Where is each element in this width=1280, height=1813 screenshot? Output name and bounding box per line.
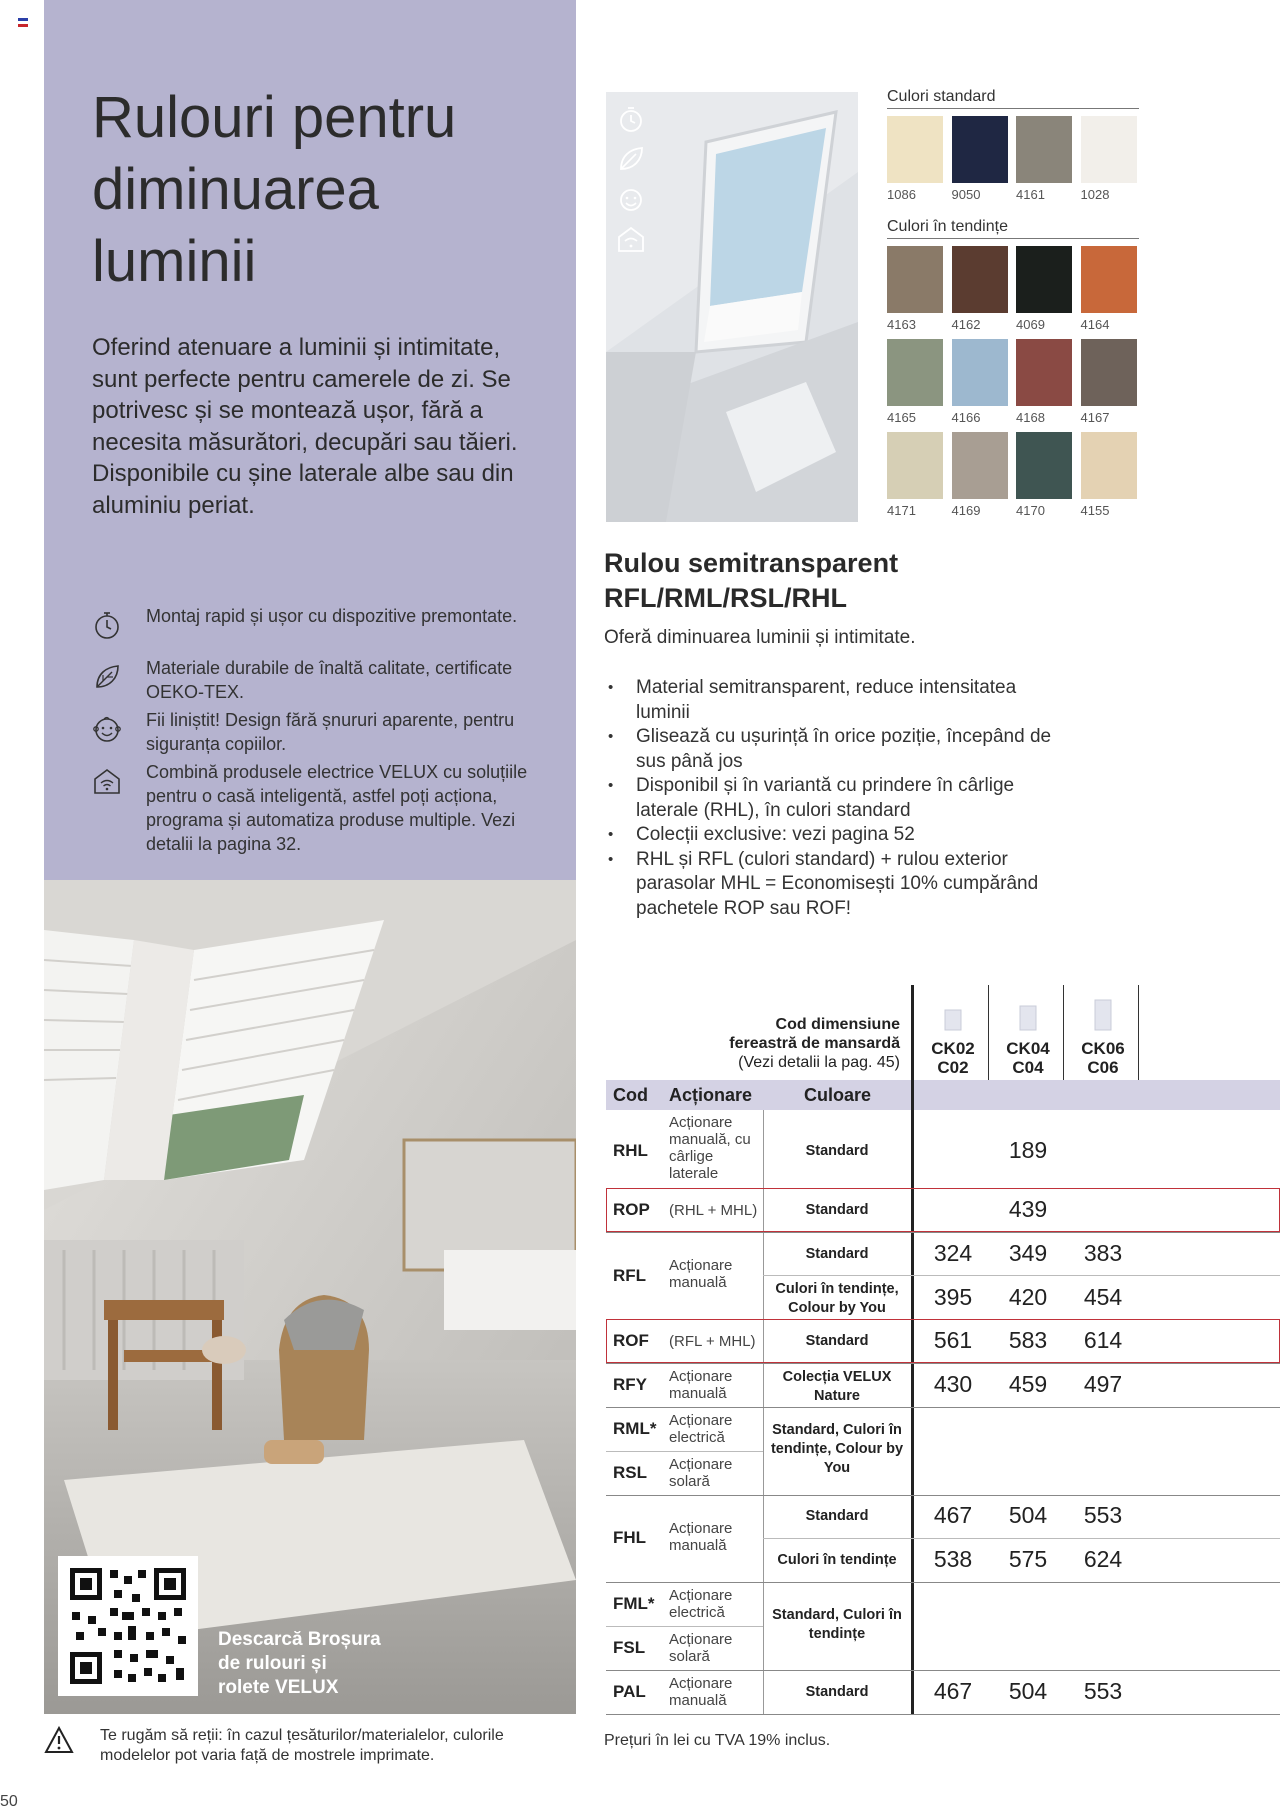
size-code: CK04 [1006, 1039, 1050, 1058]
feature-item [92, 760, 542, 856]
product-code: ROP [613, 1200, 650, 1219]
timer-icon [92, 610, 122, 640]
title-line: diminuarea [92, 157, 379, 222]
divider [887, 238, 1139, 239]
actuation-type: Acționare manuală [669, 1520, 733, 1554]
row-divider [606, 1407, 1280, 1408]
color-swatch [952, 339, 1008, 406]
column-divider [1138, 985, 1139, 1080]
qr-caption-line: rolete VELUX [218, 1677, 339, 1698]
qr-code[interactable] [58, 1556, 198, 1696]
row-divider [606, 1451, 763, 1452]
actuation-type: Acționare manuală [669, 1257, 733, 1291]
swatch-code: 4164 [1080, 317, 1110, 332]
color-swatch [1081, 116, 1137, 183]
color-swatch [887, 432, 943, 499]
color-option: Standard, Culori în tendințe [772, 1607, 902, 1642]
actuation-type: (RFL + MHL) [669, 1333, 756, 1350]
price-cell: 383 [1083, 1240, 1123, 1266]
product-code: FML* [613, 1594, 655, 1613]
price-cell: 459 [1008, 1371, 1048, 1397]
row-divider [606, 1670, 1280, 1671]
row-divider [606, 1582, 1280, 1583]
row-divider [763, 1275, 1280, 1276]
size-code: C04 [1012, 1058, 1044, 1077]
leaf-icon [616, 144, 646, 174]
price-cell: 575 [1008, 1546, 1048, 1572]
actuation-type: Acționare manuală, cu cârlige laterale [669, 1114, 751, 1182]
swatch-code: 4162 [951, 317, 981, 332]
size-code: CK02 [931, 1039, 975, 1058]
size-header-line: Cod dimensiune [775, 1016, 900, 1033]
size-header-note: (Vezi detalii la pag. 45) [738, 1054, 900, 1071]
column-divider [988, 985, 989, 1080]
swatch-code: 4166 [951, 410, 981, 425]
color-option: Culori în tendințe [777, 1552, 897, 1568]
color-option: Standard [805, 1508, 869, 1524]
price-cell: 504 [1008, 1502, 1048, 1528]
size-code: C02 [937, 1058, 969, 1077]
col-header-cod: Cod [613, 1085, 648, 1105]
swatch-code: 4163 [887, 317, 916, 332]
page-title [92, 82, 552, 298]
color-option: Standard [805, 1246, 869, 1262]
color-swatch [1016, 246, 1072, 313]
qr-caption-line: Descarcă Broșura [218, 1629, 381, 1650]
row-divider [606, 1232, 1280, 1233]
price-cell: 189 [1008, 1137, 1048, 1163]
divider [887, 108, 1139, 109]
row-divider [606, 1626, 763, 1627]
actuation-type: Acționare electrică [669, 1412, 733, 1446]
flag-icon [18, 18, 28, 27]
child-face-icon [616, 184, 646, 214]
standard-colors-label: Culori standard [887, 88, 996, 105]
actuation-type: Acționare solară [669, 1456, 733, 1490]
color-swatch [952, 246, 1008, 313]
price-cell: 583 [1008, 1327, 1048, 1353]
color-swatch [1016, 339, 1072, 406]
swatch-code: 4168 [1016, 410, 1045, 425]
color-swatch [887, 339, 943, 406]
size-code: C06 [1087, 1058, 1119, 1077]
actuation-type: Acționare manuală [669, 1368, 733, 1402]
price-cell: 454 [1083, 1284, 1123, 1310]
swatch-code: 4155 [1080, 503, 1110, 518]
warning-icon [44, 1726, 74, 1754]
swatch-code: 4169 [951, 503, 981, 518]
feature-text: Montaj rapid și ușor cu dispozitive premontate. [146, 606, 518, 626]
color-swatch [1016, 116, 1072, 183]
product-code: RHL [613, 1141, 648, 1160]
price-table [606, 985, 1280, 1715]
qr-caption-line: de rulouri și [218, 1653, 327, 1674]
product-photo [606, 92, 858, 522]
color-option: Colecția VELUX Nature [782, 1369, 892, 1404]
price-cell: 538 [933, 1546, 973, 1572]
product-code: RML* [613, 1419, 657, 1438]
color-option: Standard [805, 1333, 869, 1349]
color-option: Standard [805, 1684, 869, 1700]
product-code: FSL [613, 1638, 646, 1657]
qr-code-image [58, 1556, 198, 1696]
price-cell: 420 [1008, 1284, 1048, 1310]
page-number: 50 [0, 1793, 18, 1810]
column-divider [1063, 985, 1064, 1080]
timer-icon [616, 104, 646, 134]
swatch-code: 9050 [951, 187, 981, 202]
product-code: RFY [613, 1375, 647, 1394]
row-divider [763, 1538, 1280, 1539]
child-face-icon [92, 714, 122, 744]
size-header-line: fereastră de mansardă [729, 1035, 900, 1052]
window-size-icon [1019, 1005, 1037, 1031]
col-header-actionare: Acționare [669, 1085, 753, 1105]
col-header-culoare: Culoare [804, 1085, 872, 1105]
list-item: • Disponibil și în variantă cu prindere în cârlige laterale (RHL), în culori standard [604, 774, 1054, 823]
swatch-code: 4165 [887, 410, 916, 425]
price-cell: 467 [933, 1678, 973, 1704]
product-subtitle: Oferă diminuarea luminii și intimitate. [604, 627, 916, 648]
size-column-header [1066, 1039, 1140, 1077]
feature-list [604, 676, 1054, 921]
list-item: • Material semitransparent, reduce intensitatea luminii [604, 676, 1054, 725]
title-line: Rulouri pentru [92, 85, 457, 150]
color-option: Standard [805, 1202, 869, 1218]
swatch-code: 4069 [1016, 317, 1045, 332]
product-title [604, 546, 1104, 616]
price-cell: 614 [1083, 1327, 1123, 1353]
window-size-icon [1094, 999, 1112, 1031]
intro-text: Oferind atenuare a luminii și intimitate, sunt perfecte pentru camerele de zi. Se potrivesc și se montează ușor, fără a necesita măsurători, decupări sau tăieri. Disponibile cu șine laterale albe sau din aluminiu periat. [92, 334, 518, 519]
color-option: Standard, Culori în tendințe, Colour by You [770, 1422, 904, 1476]
size-code: CK06 [1081, 1039, 1125, 1058]
product-code: FHL [613, 1528, 647, 1547]
actuation-type: Acționare solară [669, 1631, 733, 1665]
color-option: Culori în tendințe, Colour by You [775, 1281, 899, 1316]
price-footnote: Prețuri în lei cu TVA 19% inclus. [604, 1732, 831, 1749]
color-swatch [887, 116, 943, 183]
feature-text: Materiale durabile de înaltă calitate, certificate OEKO-TEX. [146, 658, 513, 702]
actuation-type: (RHL + MHL) [669, 1202, 758, 1219]
row-divider [606, 1363, 1280, 1364]
actuation-type: Acționare electrică [669, 1587, 733, 1621]
price-cell: 395 [933, 1284, 973, 1310]
size-column-header [916, 1039, 990, 1077]
color-swatch [952, 116, 1008, 183]
smart-home-icon [92, 766, 122, 796]
feature-item [92, 656, 542, 704]
trend-colors-label: Culori în tendințe [887, 218, 1008, 235]
product-title-line: Rulou semitransparent [604, 548, 899, 578]
feature-item [92, 708, 542, 756]
price-cell: 497 [1083, 1371, 1123, 1397]
product-code: ROF [613, 1331, 649, 1350]
feature-text: Combină produsele electrice VELUX cu soluțiile pentru o casă inteligentă, astfel poți acționa, programa și automatiza produse multiple. Vezi detalii la pagina 32. [146, 762, 528, 854]
feature-item [92, 604, 542, 640]
price-cell: 430 [933, 1371, 973, 1397]
list-item: • Glisează cu ușurință în orice poziție, începând de sus până jos [604, 725, 1054, 774]
color-swatch [1081, 339, 1137, 406]
price-cell: 324 [933, 1240, 973, 1266]
swatch-code: 4167 [1080, 410, 1110, 425]
swatch-code: 4161 [1016, 187, 1045, 202]
color-swatch [887, 246, 943, 313]
price-cell: 349 [1008, 1240, 1048, 1266]
list-item: • Colecții exclusive: vezi pagina 52 [604, 823, 1054, 848]
price-cell: 553 [1083, 1678, 1123, 1704]
price-cell: 624 [1083, 1546, 1123, 1572]
product-code: RFL [613, 1266, 647, 1285]
color-option: Standard [805, 1143, 869, 1159]
list-item: • RHL și RFL (culori standard) + rulou exterior parasolar MHL = Economisești 10% cumpărând pachetele ROP sau ROF! [604, 848, 1054, 922]
warning-text: Te rugăm să reții: în cazul țesăturilor/materialelor, culorile modelelor pot varia față de mostrele imprimate. [100, 1727, 504, 1764]
row-divider [606, 1495, 1280, 1496]
color-swatch [1081, 432, 1137, 499]
product-title-line: RFL/RML/RSL/RHL [604, 583, 847, 613]
size-column-header [991, 1039, 1065, 1077]
window-size-icon [944, 1009, 962, 1031]
title-line: luminii [92, 229, 257, 294]
price-cell: 553 [1083, 1502, 1123, 1528]
color-swatch [1081, 246, 1137, 313]
product-code: RSL [613, 1463, 647, 1482]
feature-text: Fii liniștit! Design fără șnururi aparente, pentru siguranța copiilor. [146, 710, 515, 754]
swatch-code: 1028 [1080, 187, 1110, 202]
actuation-type: Acționare manuală [669, 1675, 733, 1709]
color-swatch [952, 432, 1008, 499]
price-cell: 439 [1008, 1196, 1048, 1222]
row-divider [606, 1714, 1280, 1715]
price-cell: 561 [933, 1327, 973, 1353]
swatch-code: 4170 [1016, 503, 1045, 518]
price-cell: 467 [933, 1502, 973, 1528]
price-cell: 504 [1008, 1678, 1048, 1704]
product-code: PAL [613, 1682, 646, 1701]
color-swatch [1016, 432, 1072, 499]
smart-home-icon [616, 224, 646, 254]
qr-caption [218, 1628, 418, 1700]
swatch-code: 1086 [887, 187, 916, 202]
swatch-code: 4171 [887, 503, 916, 518]
leaf-icon [92, 662, 122, 692]
